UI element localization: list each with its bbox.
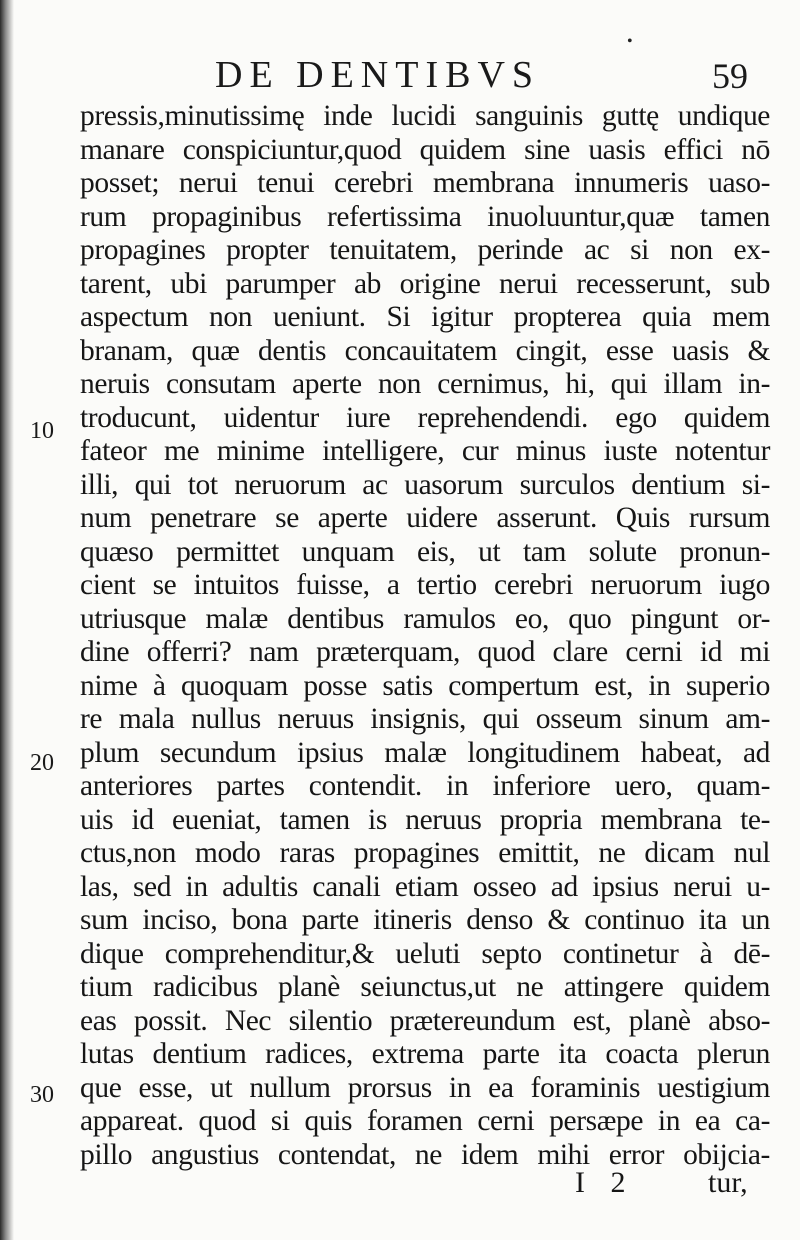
text-line: posset; nerui tenui cerebri membrana innumeris uaso- <box>80 167 770 199</box>
text-line: manare conspiciuntur,quod quidem sine uasis effici nō <box>80 133 770 166</box>
running-title: DE DENTIBVS <box>215 54 541 96</box>
text-line: eas possit. Nec silentio prætereundum est, planè abso- <box>80 1004 770 1037</box>
page-header <box>0 52 800 102</box>
text-line: pressis,minutissimę inde lucidi sanguinis guttę undique <box>80 100 770 132</box>
text-line: illi, qui tot neruorum ac uasorum surculos dentium si- <box>80 468 770 501</box>
text-line: neruis consutam aperte non cernimus, hi, qui illam in- <box>80 368 770 400</box>
text-line: dine offerri? nam præterquam, quod clare cerni id mi <box>80 636 770 668</box>
signature-mark: I 2 <box>575 1166 626 1199</box>
text-line: nime à quoquam posse satis compertum est, in superio <box>80 669 770 702</box>
text-line: rum propaginibus refertissima inuoluuntur,quæ tamen <box>80 200 770 233</box>
margin-line-number: 20 <box>30 750 54 776</box>
text-line: plum secundum ipsius malæ longitudinem habeat, ad <box>80 736 770 769</box>
text-line: que esse, ut nullum prorsus in ea foraminis uestigium <box>80 1071 770 1104</box>
text-line: dique comprehenditur,& ueluti septo continetur à dē- <box>80 937 770 970</box>
text-line: uis id eueniat, tamen is neruus propria membrana te- <box>80 803 770 836</box>
text-line: pillo angustius contendat, ne idem mihi error obijcia- <box>80 1138 770 1171</box>
body-text <box>80 100 770 1172</box>
text-line: troducunt, uidentur iure reprehendendi. ego quidem <box>80 401 770 434</box>
margin-line-number: 10 <box>30 418 54 444</box>
text-line: re mala nullus neruus insignis, qui osseum sinum am- <box>80 703 770 735</box>
printer-mark: • <box>627 33 633 50</box>
text-line: cient se intuitos fuisse, a tertio cerebri neruorum iugo <box>80 569 770 601</box>
text-line: anteriores partes contendit. in inferiore uero, quam- <box>80 770 770 802</box>
text-line: branam, quæ dentis concauitatem cingit, esse uasis & <box>80 334 770 367</box>
binding-shadow <box>0 0 14 1240</box>
text-line: appareat. quod si quis foramen cerni persæpe in ea ca- <box>80 1105 770 1137</box>
page-number: 59 <box>712 56 748 96</box>
text-line: fateor me minime intelligere, cur minus iuste notentur <box>80 435 770 467</box>
text-line: tium radicibus planè seiunctus,ut ne attingere quidem <box>80 971 770 1003</box>
text-line: sum inciso, bona parte itineris denso & continuo ita un <box>80 904 770 936</box>
catchword: tur, <box>708 1166 748 1199</box>
margin-line-number: 30 <box>30 1082 54 1108</box>
text-line: las, sed in adultis canali etiam osseo ad ipsius nerui u- <box>80 870 770 903</box>
text-line: aspectum non ueniunt. Si igitur propterea quia mem <box>80 301 770 333</box>
text-line: quæso permittet unquam eis, ut tam solute pronun- <box>80 535 770 568</box>
text-line: tarent, ubi parumper ab origine nerui recesserunt, sub <box>80 267 770 300</box>
text-line: utriusque malæ dentibus ramulos eo, quo pingunt or- <box>80 602 770 635</box>
text-line: num penetrare se aperte uidere asserunt. Quis rursum <box>80 502 770 534</box>
text-line: lutas dentium radices, extrema parte ita coacta plerun <box>80 1038 770 1070</box>
page-footer <box>0 1166 800 1202</box>
text-line: propagines propter tenuitatem, perinde ac si non ex- <box>80 234 770 266</box>
text-line: ctus,non modo raras propagines emittit, ne dicam nul <box>80 837 770 869</box>
